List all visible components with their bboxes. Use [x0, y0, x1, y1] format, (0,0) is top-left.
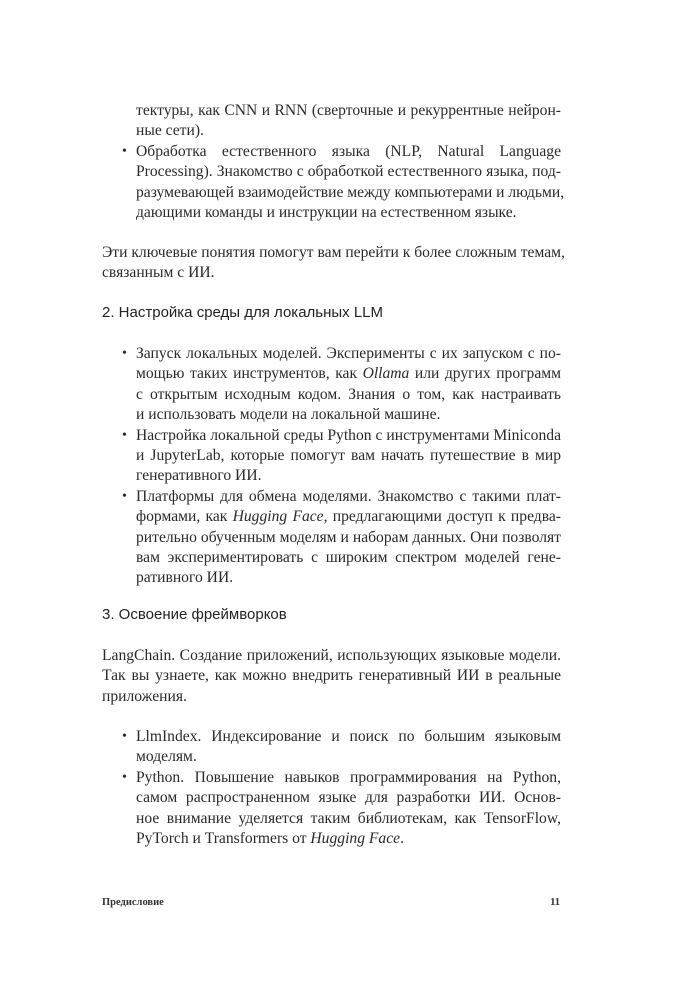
text-line	[136, 121, 561, 141]
text-run: и использовать модели на локальной машине.	[136, 406, 441, 424]
text-run: Настройка локальной среды Python с инструментами Miniconda	[136, 426, 561, 444]
text-line	[136, 568, 561, 588]
page-number: 11	[550, 897, 560, 908]
text-run: моделям.	[136, 748, 197, 766]
text-run: рительно обученным моделям и наборам данных. Они позволят	[136, 528, 561, 546]
text-run: вам экспериментировать с широким спектром моделей гене-	[136, 548, 561, 566]
text-line	[136, 203, 561, 223]
text-line	[102, 687, 561, 707]
text-run: ное внимание уделяется таким библиотекам, как TensorFlow,	[136, 809, 561, 827]
text-line	[136, 507, 561, 527]
text-line	[136, 747, 561, 767]
bullet-icon: •	[122, 427, 127, 443]
italic-text: Ollama	[362, 365, 410, 383]
text-line	[102, 263, 561, 283]
text-run: .	[400, 829, 404, 847]
text-run: ративного ИИ.	[136, 569, 234, 587]
text-line	[136, 101, 561, 121]
text-run: LangChain. Создание приложений, использующих языковые модели.	[102, 647, 561, 664]
text-line	[136, 385, 561, 405]
text-line	[136, 364, 561, 384]
text-run: Так вы узнаете, как можно внедрить генеративный ИИ в реальные	[102, 667, 561, 685]
footer-section-title: Предисловие	[102, 897, 164, 908]
text-run: формами, как	[136, 508, 233, 526]
text-run: генеративного ИИ.	[136, 467, 262, 485]
paragraph-text	[102, 243, 565, 284]
section-heading-3: 3. Освоение фреймворков	[102, 606, 287, 623]
text-run: LlmIndex. Индексирование и поиск по большим языковым	[136, 728, 561, 745]
text-run: связанным с ИИ.	[102, 264, 215, 282]
list-item	[122, 344, 561, 426]
list-item	[122, 768, 561, 850]
text-run: приложения.	[102, 687, 187, 705]
text-line	[136, 466, 561, 486]
bullet-list	[122, 344, 561, 589]
text-run: дающими команды и инструкции на естественном языке.	[136, 203, 517, 221]
text-run: , предлагающими доступ к предва-	[323, 508, 561, 526]
bullet-icon: •	[122, 143, 127, 159]
list-item	[122, 426, 561, 487]
text-run: Эти ключевые понятия помогут вам перейти к более сложным темам,	[102, 244, 565, 261]
text-run: Платформы для обмена моделями. Знакомство с такими плат-	[136, 487, 561, 505]
text-run: самом распространенном языке для разработки ИИ. Основ-	[136, 789, 561, 807]
italic-text: Hugging Face	[232, 508, 324, 526]
text-line	[136, 528, 561, 548]
section-heading-2: 2. Настройка среды для локальных LLM	[102, 304, 384, 321]
paragraph	[102, 243, 565, 284]
text-line	[102, 666, 561, 686]
text-run: и JupyterLab, которые помогут вам начать путешествие в мир	[136, 446, 561, 464]
bullet-list	[122, 101, 565, 223]
text-line	[136, 487, 561, 507]
text-run: разумевающей взаимодействие между компьютерами и людьми,	[136, 183, 565, 201]
bullet-list	[122, 727, 561, 849]
text-line	[136, 548, 561, 568]
list-item	[122, 727, 561, 768]
text-line	[136, 162, 561, 182]
text-run: мощью таких инструментов, как	[136, 365, 363, 383]
text-line	[136, 809, 561, 829]
text-run: Python. Повышение навыков программирования на Python,	[136, 768, 561, 786]
text-line	[136, 727, 561, 747]
text-line	[136, 426, 561, 446]
italic-text: Hugging Face	[310, 829, 401, 847]
text-run: ные сети).	[136, 122, 204, 140]
text-run: Обработка естественного языка (NLP, Natural Language	[136, 142, 561, 160]
paragraph-text	[102, 646, 561, 707]
text-run: или других программ	[409, 365, 561, 383]
text-line	[102, 243, 565, 263]
bullet-icon: •	[122, 729, 127, 744]
text-run: PyTorch и Transformers от	[136, 829, 311, 847]
text-run: с открытым исходным кодом. Знания о том, как настраивать	[136, 385, 561, 403]
text-run: тектуры, как CNN и RNN (сверточные и рекуррентные нейрон-	[136, 102, 561, 119]
paragraph	[102, 646, 561, 707]
text-line	[136, 142, 561, 162]
text-run: Processing). Знакомство с обработкой естественного языка, под-	[136, 163, 561, 181]
bullet-icon: •	[122, 769, 127, 785]
text-line	[102, 646, 561, 666]
bullet-icon: •	[122, 346, 127, 361]
text-line	[136, 344, 561, 364]
list-item	[122, 487, 561, 589]
list-item	[136, 101, 561, 142]
text-line	[136, 446, 561, 466]
text-line	[136, 788, 561, 808]
text-line	[136, 768, 561, 788]
bullet-icon: •	[122, 488, 127, 504]
text-line	[136, 829, 561, 849]
text-line	[136, 405, 561, 425]
text-run: Запуск локальных моделей. Эксперименты с их запуском с по-	[136, 345, 561, 362]
list-item	[122, 142, 565, 224]
text-line	[136, 183, 565, 203]
